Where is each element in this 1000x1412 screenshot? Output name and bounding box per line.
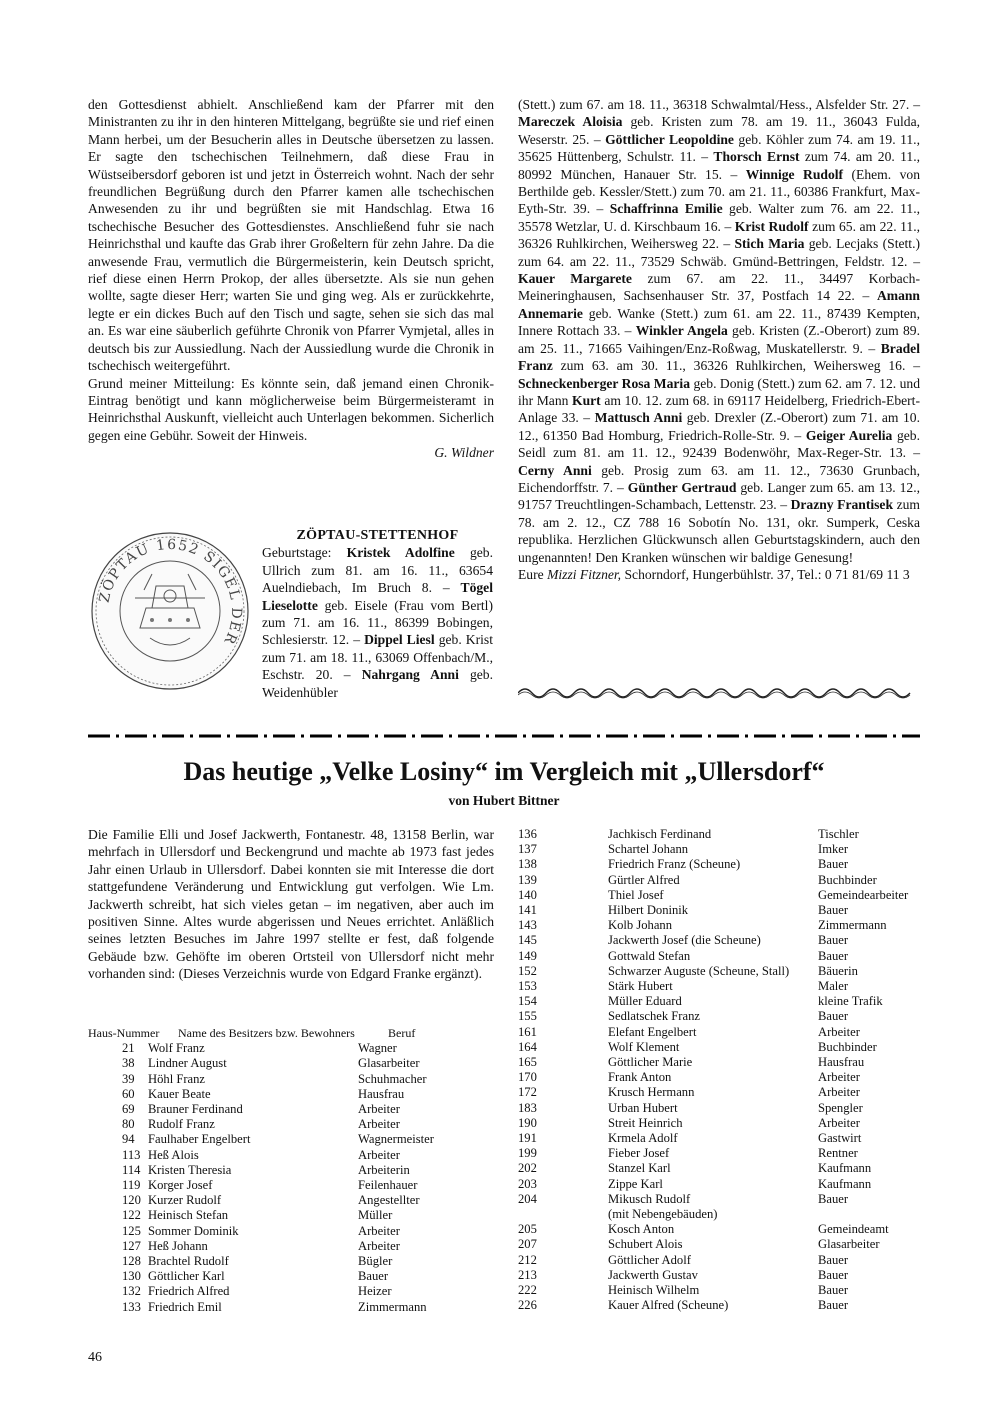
house-number: 128 bbox=[122, 1254, 141, 1269]
table-row bbox=[518, 1009, 920, 1024]
table-row bbox=[88, 1269, 494, 1284]
table-row bbox=[88, 1284, 494, 1299]
occupation: Rentner bbox=[818, 1146, 858, 1161]
occupation: Imker bbox=[818, 842, 849, 857]
occupation: Arbeiter bbox=[818, 1024, 860, 1039]
occupation: Bauer bbox=[818, 948, 849, 963]
table-row bbox=[518, 903, 920, 918]
occupation: Müller bbox=[358, 1208, 393, 1223]
table-row bbox=[518, 1298, 920, 1313]
table-row bbox=[88, 1163, 494, 1178]
resident-name: Friedrich Alfred bbox=[148, 1284, 230, 1299]
table-row bbox=[518, 1192, 920, 1207]
occupation: Bauer bbox=[818, 933, 849, 948]
occupation: Bauer bbox=[358, 1269, 389, 1284]
resident-name: Sommer Dominik bbox=[148, 1223, 239, 1238]
occupation: Tischler bbox=[818, 827, 859, 841]
table-row bbox=[518, 1146, 920, 1161]
house-number: 120 bbox=[122, 1193, 141, 1208]
occupation: Arbeiter bbox=[818, 1085, 860, 1100]
house-number: 207 bbox=[518, 1237, 537, 1252]
occupation: Buchbinder bbox=[818, 1039, 877, 1054]
occupation: Hausfrau bbox=[358, 1086, 405, 1101]
paragraph: Die Familie Elli und Josef Jackwerth, Fontanestr. 48, 13158 Berlin, war mehrfach in Ullersdorf und Beckengrund und machte ab 1973 fast jedes Jahr einen Urlaub in Ullersdorf. Dabei konnten sie mit Interesse die dort stattgefundene Veränderung und Entwicklung gut verfolgen. Wie Lm. Jackwerth schreibt, hat sich vieles getan – im negativen, aber auch im positiven Sinne. Altes wurde abgerissen und Neues errichtet. Anläßlich seines letzten Besuches im Jahre 1997 stellte er fest, daß folgende Gebäude bzw. Gehöfte im oberen Ortsteil von Ullersdorf nicht mehr vorhanden sind: (Dieses Verzeichnis wurde von Edgard Franke ergänzt). bbox=[88, 827, 494, 982]
occupation: Glasarbeiter bbox=[818, 1237, 880, 1252]
occupation: Gemeindearbeiter bbox=[818, 887, 909, 902]
occupation: Arbeiter bbox=[358, 1223, 400, 1238]
table-row bbox=[88, 1072, 494, 1087]
table-row bbox=[518, 1161, 920, 1176]
house-number: 132 bbox=[122, 1284, 141, 1299]
resident-name: Mikusch Rudolf bbox=[608, 1191, 691, 1206]
occupation: Bauer bbox=[818, 857, 849, 872]
house-number: 183 bbox=[518, 1100, 537, 1115]
resident-name: Kolb Johann bbox=[608, 918, 673, 933]
occupation: Arbeiter bbox=[358, 1102, 400, 1117]
occupation: Arbeiter bbox=[358, 1117, 400, 1132]
resident-name: Korger Josef bbox=[148, 1178, 213, 1193]
table-row bbox=[518, 1085, 920, 1100]
resident-name: Schartel Johann bbox=[608, 842, 689, 857]
ornament-divider bbox=[518, 686, 920, 700]
occupation: Hausfrau bbox=[818, 1055, 865, 1070]
header-name: Name des Besitzers bzw. Bewohners bbox=[178, 1026, 355, 1040]
house-number: 114 bbox=[122, 1162, 141, 1177]
resident-name: Faulhaber Engelbert bbox=[148, 1132, 251, 1147]
table-row bbox=[88, 1056, 494, 1071]
house-number: 130 bbox=[122, 1269, 141, 1284]
resident-name: Jachkisch Ferdinand bbox=[608, 827, 712, 841]
house-number: 119 bbox=[122, 1178, 141, 1193]
resident-name: Jackwerth Gustav bbox=[608, 1267, 698, 1282]
header-job: Beruf bbox=[388, 1026, 416, 1040]
table-row bbox=[518, 857, 920, 872]
house-number: 122 bbox=[122, 1208, 141, 1223]
occupation: Schuhmacher bbox=[358, 1071, 427, 1086]
occupation: Wagner bbox=[358, 1041, 397, 1056]
house-number: 113 bbox=[122, 1147, 141, 1162]
paragraph: den Gottesdienst abhielt. Anschließend kam der Pfarrer mit den Ministranten zu ihr in den hinteren Mittelgang, begrüßte sie und rief einen Mann herbei, um der Besucherin alles in Deutsche übersetzen zu lassen. Er sagte den tschechischen Teilnehmern, daß diese Frau in Wüstseibersdorf geboren ist und jetzt in Österreich wohnt. Nach der sehr freundlichen Begrüßung durch den Pfarrer kamen alle tschechischen Anwesenden zu ihr und begrüßten sie mit Handschlag. Etwa 16 tschechische Besucher des Gottesdienstes. Anschließend fuhr sie nach Heinrichsthal und kaufte das Grab ihrer Großeltern für zehn Jahre. Da die anwesende Frau, vermutlich die Bürgermeisterin, kein Deutsch spricht, rief diese einen Herrn Prokop, der alles übersetzte. Als sie nun gehen wollte, sagte dieser Herr; warten Sie und ging weg. Als er zurückkehrte, legte er ein dickes Buch auf den Tisch und sagte, sehen sie sich das mal an. Es war eine säuberlich geführte Chronik von Pfarrer Vymjetal, alles in deutsch bis zur Aussiedlung. Nach der Aussiedlung wurde die Chronik in tschechisch weitergeführt. bbox=[88, 97, 494, 374]
resident-name: Wolf Klement bbox=[608, 1039, 680, 1054]
house-number: 125 bbox=[122, 1223, 141, 1238]
resident-name: Elefant Engelbert bbox=[608, 1024, 697, 1039]
house-number: 139 bbox=[518, 872, 537, 887]
section-divider bbox=[88, 726, 920, 732]
table-row bbox=[518, 918, 920, 933]
resident-name: Friedrich Emil bbox=[148, 1299, 222, 1314]
resident-name: Stärk Hubert bbox=[608, 979, 673, 994]
seal-text: ZÖPTAU 1652 SIGEL DER bbox=[96, 536, 245, 648]
table-row bbox=[518, 1101, 920, 1116]
table-row bbox=[88, 1254, 494, 1269]
occupation: kleine Trafik bbox=[818, 994, 883, 1009]
house-number: 94 bbox=[122, 1132, 135, 1147]
occupation: Angestellter bbox=[358, 1193, 420, 1208]
house-number: 155 bbox=[518, 1009, 537, 1024]
header-house-number: Haus-Nummer bbox=[88, 1026, 160, 1040]
resident-name: Brauner Ferdinand bbox=[148, 1102, 243, 1117]
resident-name: Göttlicher Karl bbox=[148, 1269, 225, 1284]
resident-name: Thiel Josef bbox=[608, 887, 664, 902]
seal-image bbox=[90, 528, 250, 694]
page-number: 46 bbox=[88, 1350, 102, 1365]
article-title: Das heutige „Velke Losiny“ im Vergleich mit „Ullersdorf“ bbox=[183, 757, 825, 786]
signature: G. Wildner bbox=[434, 445, 494, 461]
table-body bbox=[518, 827, 920, 1207]
table-row bbox=[518, 1070, 920, 1085]
occupation: Spengler bbox=[818, 1100, 863, 1115]
occupation: Buchbinder bbox=[818, 872, 877, 887]
resident-name: Müller Eduard bbox=[608, 994, 682, 1009]
house-number: 199 bbox=[518, 1146, 537, 1161]
birthday-list-continued: (Stett.) zum 67. am 18. 11., 36318 Schwalmtal/Hess., Alsfelder Str. 27. – Mareczek Aloisia geb. Kristen zum 78. am 19. 11., 36043 Fulda, Weserstr. 25. – Göttlicher Leopoldine geb. Köhler zum 74. am 19. 11., 35625 Hüttenberg, Schulstr. 11. – Thorsch Ernst zum 74. am 20. 11., 80992 München, Hanauer Str. 15. – Winnige Rudolf (Ehem. von Berthilde geb. Kessler/Stett.) zum 70. am 21. 11., 60386 Frankfurt, Max-Eyth-Str. 39. – Schaffrinna Emilie geb. Walter zum 76. am 22. 11., 35578 Wetzlar, U. d. Kirschbaum 16. – Krist Rudolf zum 65. am 22. 11., 36326 Ruhlkirchen, Weihersweg 22. – Stich Maria geb. Lecjaks (Stett.) zum 64. am 22. 11., 73529 Schwäb. Gmünd-Bettringen, Feldstr. 12. – Kauer Margarete zum 67. am 22. 11., 34497 Korbach-Meineringhausen, Sachsenhauser Str. 37, Postfach 14 22. – Amann Annemarie geb. Wanke (Stett.) zum 61. am 22. 11., 87439 Kempten, Innere Rottach 33. – Winkler Angela geb. Kristen (Z.-Oberort) zum 89. am 25. 11., 71665 Vaihingen/Enz-Roßwag, Muskatellerstr. 9. – Bradel Franz zum 63. am 30. 11., 36326 Ruhlkirchen, Weihersweg 16. – Schneckenberger Rosa Maria geb. Donig (Stett.) zum 62. am 7. 12. und ihr Mann Kurt am 10. 12. zum 68. in 69117 Heidelberg, Friedrich-Ebert-Anlage 33. – Mattusch Anni geb. Drexler (Z.-Oberort) zum 71. am 10. 12., 61350 Bad Homburg, Friedrich-Rolle-Str. 9. – Geiger Aurelia geb. Seidl zum 81. am 11. 12., 92439 Bodenwöhr, Max-Reger-Str. 13. – Cerny Anni geb. Prosig zum 63. am 11. 12., 73630 Grunbach, Eichendorffstr. 7. – Günther Gertraud geb. Langer zum 65. am 13. 12., 91757 Treuchtlingen-Schambach, Lettenstr. 23. – Drazny Frantisek zum 78. am 2. 12., CZ 788 16 Sobotín No. 131, okr. Sumperk, Ceska republika. Herzlichen Glückwunsch allen Geburtstagskindern, auch den ungenannten! Den Kranken wünschen wir baldige Genesung! bbox=[518, 97, 921, 565]
resident-name: Heß Johann bbox=[148, 1238, 208, 1253]
house-number: 38 bbox=[122, 1056, 135, 1071]
occupation: Zimmermann bbox=[818, 918, 887, 933]
dash-dot-line-icon bbox=[88, 733, 920, 739]
house-number: 149 bbox=[518, 948, 537, 963]
table-row bbox=[88, 1300, 494, 1315]
occupation: Bauer bbox=[818, 1298, 849, 1313]
paragraph: Grund meiner Mitteilung: Es könnte sein, daß jemand einen Chronik-Eintrag benötigt und kann möglicherweise beim Bürgermeisteramt in Heinrichsthal Auskunft, vielleicht auch Unterlagen bekommen. Sicherlich gegen eine Gebühr. Soweit der Hinweis. bbox=[88, 375, 494, 443]
table-row bbox=[518, 1222, 920, 1237]
table-row bbox=[518, 1283, 920, 1298]
house-number: 203 bbox=[518, 1176, 537, 1191]
resident-name: Sedlatschek Franz bbox=[608, 1009, 700, 1024]
house-number: 212 bbox=[518, 1252, 537, 1267]
occupation: Glasarbeiter bbox=[358, 1056, 420, 1071]
resident-name: Kauer Alfred (Scheune) bbox=[608, 1298, 729, 1313]
table-body bbox=[518, 1222, 920, 1313]
occupation: Arbeiter bbox=[358, 1238, 400, 1253]
resident-name: Kosch Anton bbox=[608, 1222, 675, 1237]
resident-name: Heinisch Stefan bbox=[148, 1208, 229, 1223]
resident-name: Fieber Josef bbox=[608, 1146, 670, 1161]
occupation: Gemeindeamt bbox=[818, 1222, 889, 1237]
resident-name: Heinisch Wilhelm bbox=[608, 1283, 700, 1298]
resident-name: Heß Alois bbox=[148, 1147, 199, 1162]
table-row bbox=[518, 888, 920, 903]
table-row-note: (mit Nebengebäuden) bbox=[608, 1207, 718, 1222]
house-number: 213 bbox=[518, 1267, 537, 1282]
occupation: Arbeiter bbox=[818, 1070, 860, 1085]
occupation: Bauer bbox=[818, 903, 849, 918]
table-row bbox=[518, 1177, 920, 1192]
house-number: 170 bbox=[518, 1070, 537, 1085]
table-row bbox=[88, 1193, 494, 1208]
house-number: 153 bbox=[518, 979, 537, 994]
resident-name: Urban Hubert bbox=[608, 1100, 678, 1115]
table-row bbox=[88, 1117, 494, 1132]
house-table-right bbox=[518, 827, 920, 1314]
house-number: 39 bbox=[122, 1071, 135, 1086]
right-column bbox=[518, 96, 920, 583]
closing-line: Eure Mizzi Fitzner, Schorndorf, Hungerbühlstr. 37, Tel.: 0 71 81/69 11 3 bbox=[518, 566, 910, 582]
house-table-left bbox=[88, 1026, 494, 1315]
resident-name: Kristen Theresia bbox=[148, 1162, 232, 1177]
table-row bbox=[518, 933, 920, 948]
house-number: 172 bbox=[518, 1085, 537, 1100]
table-row bbox=[518, 1237, 920, 1252]
occupation: Arbeiter bbox=[818, 1115, 860, 1130]
occupation: Heizer bbox=[358, 1284, 392, 1299]
table-row bbox=[88, 1208, 494, 1223]
house-number: 141 bbox=[518, 903, 537, 918]
occupation: Arbeiterin bbox=[358, 1162, 410, 1177]
table-row bbox=[88, 1102, 494, 1117]
occupation: Kaufmann bbox=[818, 1161, 872, 1176]
occupation: Bauer bbox=[818, 1252, 849, 1267]
resident-name: Kurzer Rudolf bbox=[148, 1193, 222, 1208]
house-number: 202 bbox=[518, 1161, 537, 1176]
table-row bbox=[518, 873, 920, 888]
resident-name: Schwarzer Auguste (Scheune, Stall) bbox=[608, 963, 790, 978]
wave-ornament-icon bbox=[518, 686, 920, 700]
seal-icon bbox=[90, 528, 250, 694]
resident-name: Krusch Hermann bbox=[608, 1085, 695, 1100]
table-row bbox=[88, 1132, 494, 1147]
resident-name: Wolf Franz bbox=[148, 1041, 205, 1056]
house-number: 226 bbox=[518, 1298, 537, 1313]
table-row bbox=[518, 1268, 920, 1283]
house-number: 80 bbox=[122, 1117, 135, 1132]
resident-name: Jackwerth Josef (die Scheune) bbox=[608, 933, 761, 948]
resident-name: Kauer Beate bbox=[148, 1086, 211, 1101]
resident-name: Gottwald Stefan bbox=[608, 948, 691, 963]
house-number: 145 bbox=[518, 933, 537, 948]
occupation: Bauer bbox=[818, 1267, 849, 1282]
table-row bbox=[518, 842, 920, 857]
resident-name: Frank Anton bbox=[608, 1070, 672, 1085]
birthday-list: Geburtstage: Kristek Adolfine geb. Ullrich zum 81. am 16. 11., 63654 Auelndiebach, Im Bruch 8. – Tögel Lieselotte geb. Eisele (Frau vom Bertl) zum 71. am 16. 11., 86399 Bobingen, Schlesierstr. 12. – Dippel Liesl geb. Krist zum 71. am 18. 11., 63069 Offenbach/M., Eschstr. 20. – Nahrgang Anni geb. Weidenhübler bbox=[262, 545, 493, 700]
resident-name: Lindner August bbox=[148, 1056, 227, 1071]
table-row bbox=[518, 949, 920, 964]
house-number: 137 bbox=[518, 842, 537, 857]
house-number: 69 bbox=[122, 1102, 135, 1117]
table-row bbox=[88, 1087, 494, 1102]
house-number: 21 bbox=[122, 1041, 135, 1056]
article-intro bbox=[88, 826, 494, 983]
house-number: 152 bbox=[518, 963, 537, 978]
house-number: 205 bbox=[518, 1222, 537, 1237]
table-row bbox=[518, 994, 920, 1009]
resident-name: Göttlicher Adolf bbox=[608, 1252, 691, 1267]
house-number: 138 bbox=[518, 857, 537, 872]
resident-name: Hilbert Doninik bbox=[608, 903, 689, 918]
section-heading: ZÖPTAU-STETTENHOF bbox=[296, 528, 459, 543]
house-number: 136 bbox=[518, 827, 537, 841]
table-row bbox=[518, 964, 920, 979]
house-number: 143 bbox=[518, 918, 537, 933]
table-row bbox=[518, 979, 920, 994]
occupation: Maler bbox=[818, 979, 849, 994]
resident-name: Rudolf Franz bbox=[148, 1117, 215, 1132]
house-number: 204 bbox=[518, 1191, 537, 1206]
resident-name: Schubert Alois bbox=[608, 1237, 683, 1252]
house-number: 164 bbox=[518, 1039, 537, 1054]
occupation: Bäuerin bbox=[818, 963, 858, 978]
occupation: Bügler bbox=[358, 1254, 393, 1269]
table-body bbox=[88, 1041, 494, 1315]
table-row bbox=[518, 1025, 920, 1040]
resident-name: Stanzel Karl bbox=[608, 1161, 671, 1176]
house-number: 60 bbox=[122, 1086, 135, 1101]
occupation: Wagnermeister bbox=[358, 1132, 434, 1147]
house-number: 127 bbox=[122, 1238, 141, 1253]
resident-name: Brachtel Rudolf bbox=[148, 1254, 229, 1269]
occupation: Feilenhauer bbox=[358, 1178, 418, 1193]
occupation: Bauer bbox=[818, 1283, 849, 1298]
occupation: Bauer bbox=[818, 1009, 849, 1024]
table-row bbox=[518, 1040, 920, 1055]
resident-name: Göttlicher Marie bbox=[608, 1055, 693, 1070]
occupation: Arbeiter bbox=[358, 1147, 400, 1162]
table-row bbox=[518, 1116, 920, 1131]
house-number: 190 bbox=[518, 1115, 537, 1130]
table-row bbox=[88, 1239, 494, 1254]
house-number: 191 bbox=[518, 1131, 537, 1146]
occupation: Zimmermann bbox=[358, 1299, 427, 1314]
table-row bbox=[88, 1148, 494, 1163]
resident-name: Krmela Adolf bbox=[608, 1131, 678, 1146]
house-number: 140 bbox=[518, 887, 537, 902]
left-column bbox=[88, 96, 494, 462]
article-byline: von Hubert Bittner bbox=[448, 793, 560, 808]
occupation: Kaufmann bbox=[818, 1176, 872, 1191]
house-number: 161 bbox=[518, 1024, 537, 1039]
house-number: 222 bbox=[518, 1283, 537, 1298]
occupation: Bauer bbox=[818, 1191, 849, 1206]
house-number: 165 bbox=[518, 1055, 537, 1070]
house-number: 154 bbox=[518, 994, 537, 1009]
stettenhof-section bbox=[262, 527, 493, 701]
table-row bbox=[518, 1131, 920, 1146]
resident-name: Gürtler Alfred bbox=[608, 872, 680, 887]
table-row bbox=[88, 1178, 494, 1193]
table-row bbox=[518, 827, 920, 842]
resident-name: Zippe Karl bbox=[608, 1176, 663, 1191]
resident-name: Höhl Franz bbox=[148, 1071, 206, 1086]
occupation: Gastwirt bbox=[818, 1131, 862, 1146]
table-header bbox=[88, 1026, 494, 1041]
table-row bbox=[518, 1253, 920, 1268]
table-row bbox=[88, 1224, 494, 1239]
resident-name: Streit Heinrich bbox=[608, 1115, 683, 1130]
table-row bbox=[88, 1041, 494, 1056]
resident-name: Friedrich Franz (Scheune) bbox=[608, 857, 741, 872]
table-row bbox=[518, 1055, 920, 1070]
house-number: 133 bbox=[122, 1299, 141, 1314]
